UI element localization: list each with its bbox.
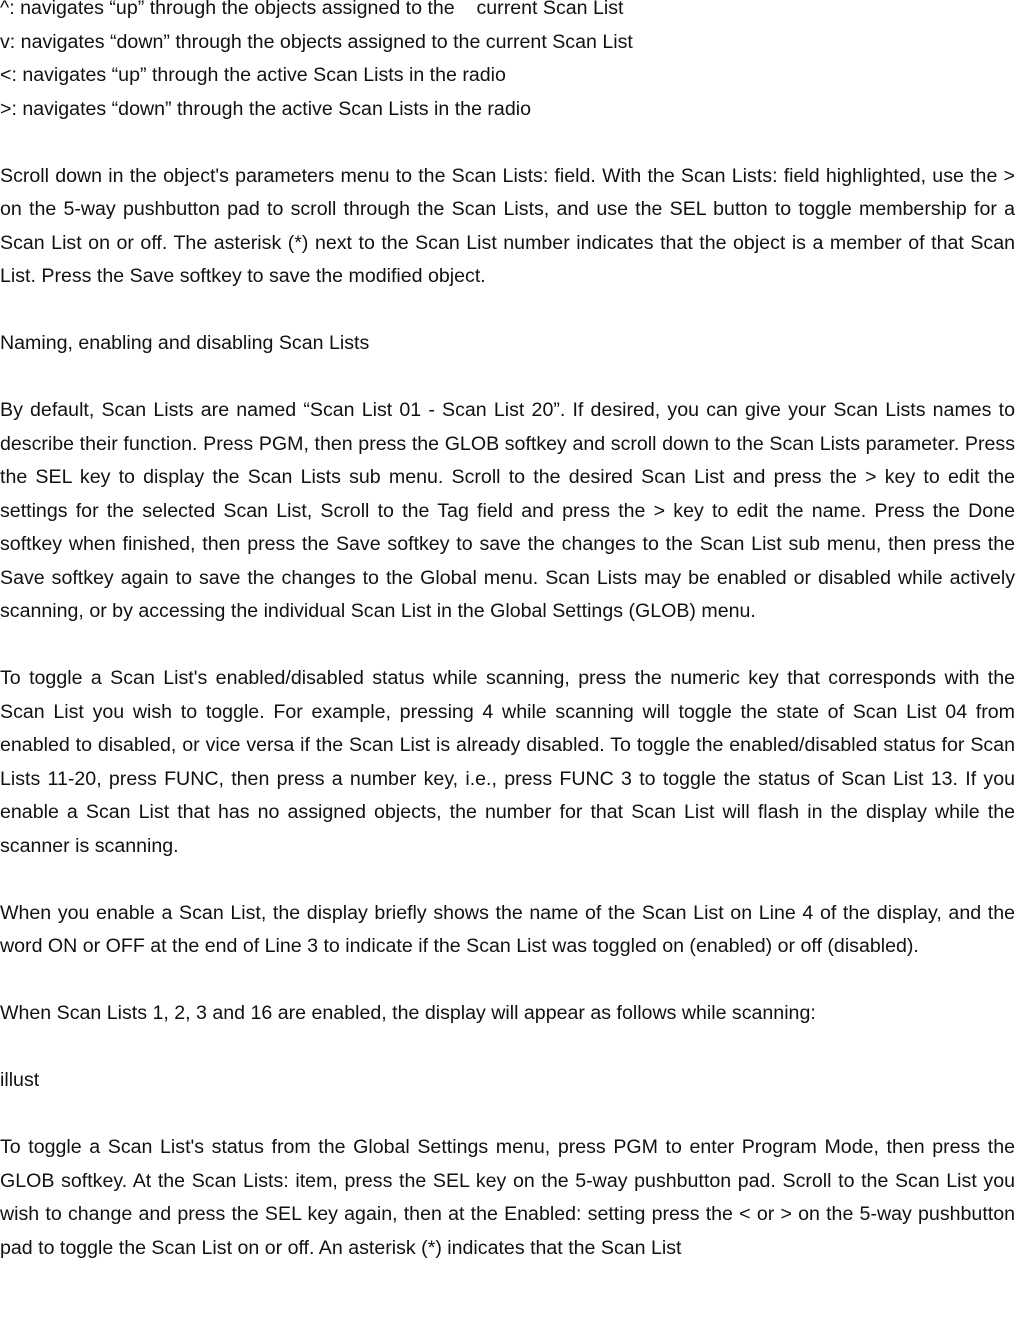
paragraph-scroll-down: Scroll down in the object's parameters menu to the Scan Lists: field. With the Scan Lists: field highlighted, use the > on the 5-way pushbutton pad to scroll through the Scan Lists, and use the SEL button to toggle membership for a Scan List on or off. The asterisk (*) next to the Scan List number indicates that the object is a member of that Scan List. Press the Save softkey to save the modified object. (0, 164, 1015, 287)
paragraph-gap (0, 126, 1015, 160)
paragraph-when-enable: When you enable a Scan List, the display briefly shows the name of the Scan List on Line 4 of the display, and the word ON or OFF at the end of Line 3 to indicate if the Scan List was toggled on (enabled) or off (disabled). (0, 901, 1015, 957)
nav-line-right: >: navigates “down” through the active Scan Lists in the radio (0, 97, 531, 120)
navigation-key-list (0, 0, 1015, 126)
paragraph-toggle-status: To toggle a Scan List's enabled/disabled status while scanning, press the numeric key that corresponds with the Scan List you wish to toggle. For example, pressing 4 while scanning will toggle the state of Scan List 04 from enabled to disabled, or vice versa if the Scan List is already disabled. To toggle the enabled/disabled status for Scan Lists 11-20, press FUNC, then press a number key, i.e., press FUNC 3 to toggle the status of Scan List 13. If you enable a Scan List that has no assigned objects, the number for that Scan List will flash in the display while the scanner is scanning. (0, 667, 1015, 857)
paragraph-when-lists-enabled: When Scan Lists 1, 2, 3 and 16 are enabled, the display will appear as follows while scanning: (0, 1002, 816, 1024)
nav-line-left: <: navigates “up” through the active Scan Lists in the radio (0, 64, 506, 86)
paragraph-toggle-global: To toggle a Scan List's status from the Global Settings menu, press PGM to enter Program Mode, then press the GLOB softkey. At the Scan Lists: item, press the SEL key on the 5-way pushbutton pad. Scroll to the Scan List you wish to change and press the SEL key again, then at the Enabled: setting press the < or > on the 5-way pushbutton pad to toggle the Scan List on or off. An asterisk (*) indicates that the Scan List (0, 1136, 1015, 1259)
nav-line-up: ^: navigates “up” through the objects assigned to the current Scan List (0, 0, 624, 19)
illustration-placeholder: illust (0, 1069, 40, 1091)
section-heading-naming: Naming, enabling and disabling Scan Lists (0, 332, 370, 354)
paragraph-by-default: By default, Scan Lists are named “Scan List 01 - Scan List 20”. If desired, you can give your Scan Lists names to describe their function. Press PGM, then press the GLOB softkey and scroll down to the Scan Lists parameter. Press the SEL key to display the Scan Lists sub menu. Scroll to the desired Scan List and press the > key to edit the settings for the selected Scan List, Scroll to the Tag field and press the > key to edit the name. Press the Done softkey when finished, then press the Save softkey to save the changes to the Scan List sub menu, then press the Save softkey again to save the changes to the Global menu. Scan Lists may be enabled or disabled while actively scanning, or by accessing the individual Scan List in the Global Settings (GLOB) menu. (0, 399, 1015, 622)
nav-line-down: v: navigates “down” through the objects assigned to the current Scan List (0, 30, 633, 53)
